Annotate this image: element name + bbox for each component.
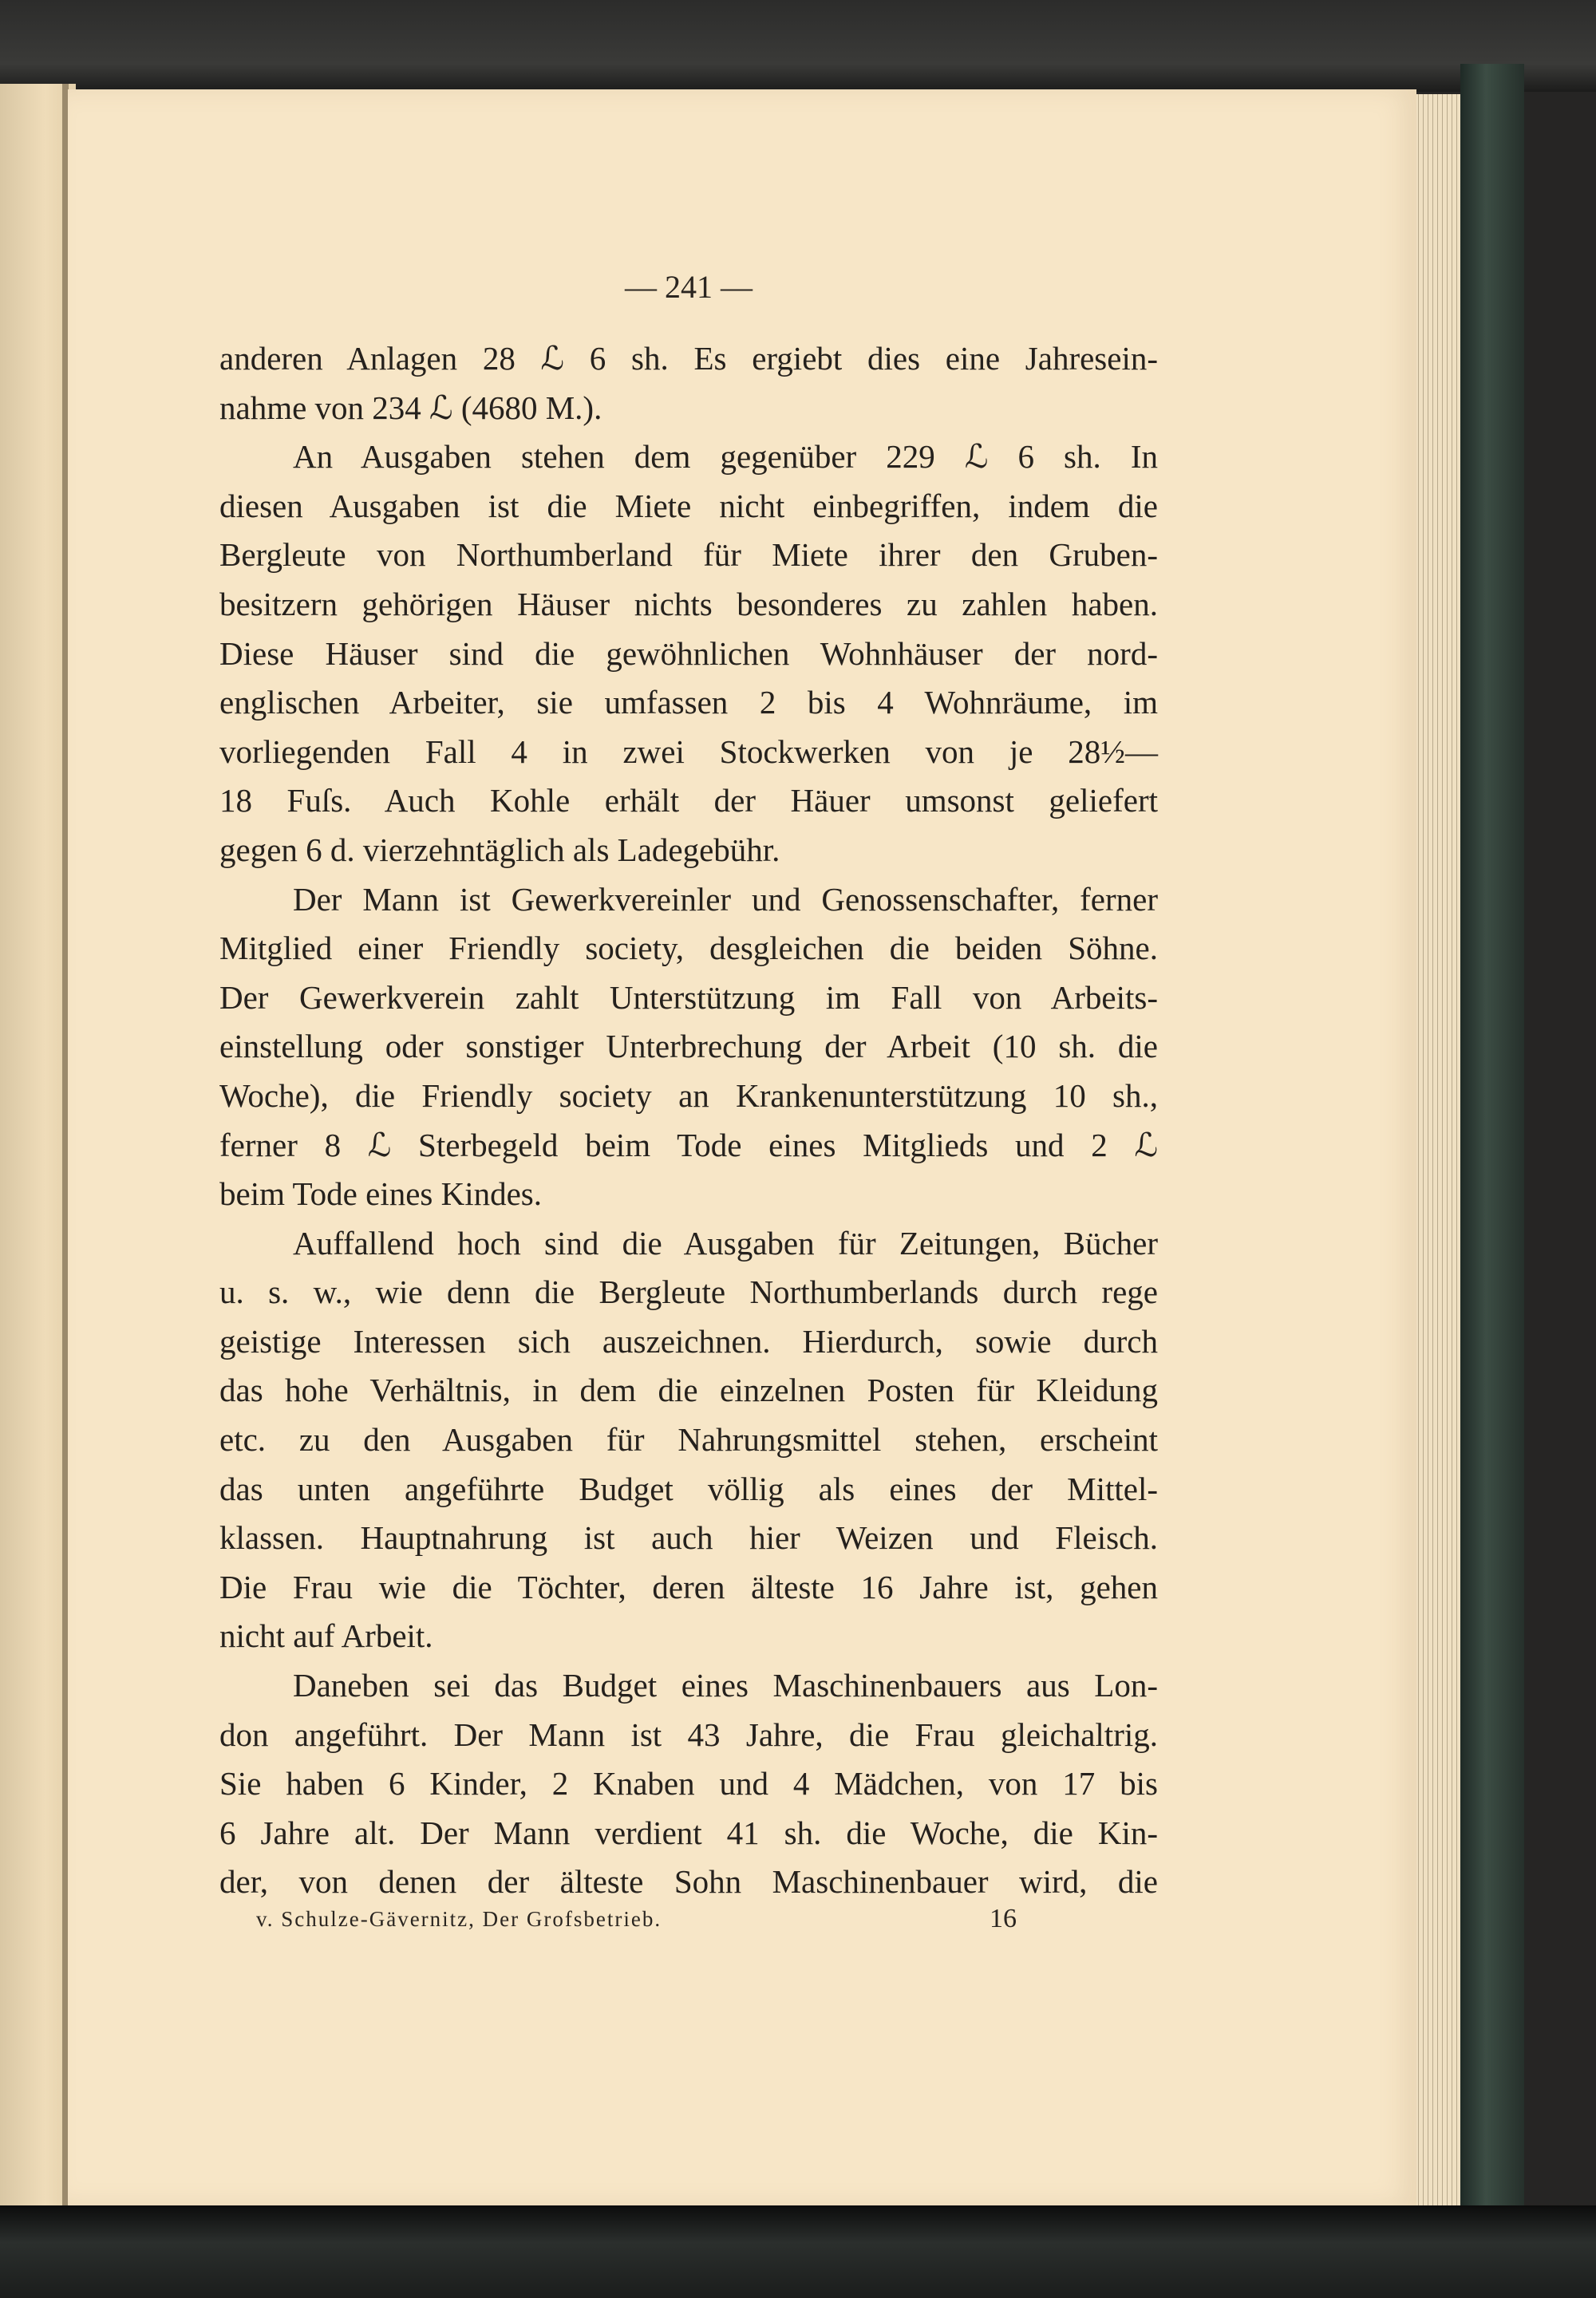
scan-background-bottom [0,2205,1596,2298]
text-line: vorliegenden Fall 4 in zwei Stockwerken von je 28½— [219,732,1158,770]
text-line: nahme von 234 ℒ (4680 M.). [219,389,602,426]
text-line: Bergleute von Northumberland für Miete ihrer den Gruben- [219,536,1158,574]
text-line: 6 Jahre alt. Der Mann verdient 41 sh. die Woche, die Kin- [219,1814,1158,1851]
text-line: einstellung oder sonstiger Unterbrechung der Arbeit (10 sh. die [219,1028,1158,1065]
sheet-number: 16 [990,1904,1017,1933]
text-line: besitzern gehörigen Häuser nichts besonderes zu zahlen haben. [219,585,1158,622]
text-line: diesen Ausgaben ist die Miete nicht einbegriffen, indem die [219,487,1158,524]
text-line: ferner 8 ℒ Sterbegeld beim Tode eines Mitglieds und 2 ℒ [219,1126,1158,1163]
body-text [219,334,1158,1907]
text-line: englischen Arbeiter, sie umfassen 2 bis 4 Wohnräume, im [219,684,1158,721]
text-line: das hohe Verhältnis, in dem die einzelnen Posten für Kleidung [219,1372,1158,1409]
text-line: der, von denen der älteste Sohn Maschinenbauer wird, die [219,1863,1158,1901]
text-line: Auffallend hoch sind die Ausgaben für Zeitungen, Bücher [293,1224,1158,1262]
text-line: don angeführt. Der Mann ist 43 Jahre, die Frau gleichaltrig. [219,1716,1158,1753]
text-line: Der Gewerkverein zahlt Unterstützung im Fall von Arbeits- [219,978,1158,1016]
text-line: anderen Anlagen 28 ℒ 6 sh. Es ergiebt dies eine Jahresein- [219,340,1158,377]
scan-background-top [0,0,1596,92]
text-line: Daneben sei das Budget eines Maschinenbauers aus Lon- [293,1667,1158,1704]
text-line: Die Frau wie die Töchter, deren älteste 16 Jahre ist, gehen [219,1568,1158,1605]
text-line: 18 Fuſs. Auch Kohle erhält der Häuer umsonst geliefert [219,782,1158,819]
text-line: Mitglied einer Friendly society, desgleichen die beiden Söhne. [219,930,1158,967]
text-line: Diese Häuser sind die gewöhnlichen Wohnhäuser der nord- [219,634,1158,672]
page-number: — 241 — [625,269,753,305]
text-line: Sie haben 6 Kinder, 2 Knaben und 4 Mädchen, von 17 bis [219,1765,1158,1802]
text-line: Der Mann ist Gewerkvereinler und Genossenschafter, ferner [293,880,1158,918]
text-line: Woche), die Friendly society an Krankenunterstützung 10 sh., [219,1076,1158,1114]
text-line: An Ausgaben stehen dem gegenüber 229 ℒ 6 sh. In [293,438,1158,476]
text-line: gegen 6 d. vierzehntäglich als Ladegebühr. [219,831,780,868]
text-line: etc. zu den Ausgaben für Nahrungsmittel stehen, erscheint [219,1421,1158,1459]
signature-line: v. Schulze-Gävernitz, Der Grofsbetrieb. [256,1907,662,1931]
text-line: u. s. w., wie denn die Bergleute Northumberlands durch rege [219,1273,1158,1311]
text-line: nicht auf Arbeit. [219,1617,433,1655]
text-line: klassen. Hauptnahrung ist auch hier Weizen und Fleisch. [219,1519,1158,1557]
text-line: das unten angeführte Budget völlig als eines der Mittel- [219,1470,1158,1507]
text-line: beim Tode eines Kindes. [219,1175,543,1213]
book-cover-edge [1460,64,1524,2218]
text-line: geistige Interessen sich auszeichnen. Hierdurch, sowie durch [219,1322,1158,1360]
